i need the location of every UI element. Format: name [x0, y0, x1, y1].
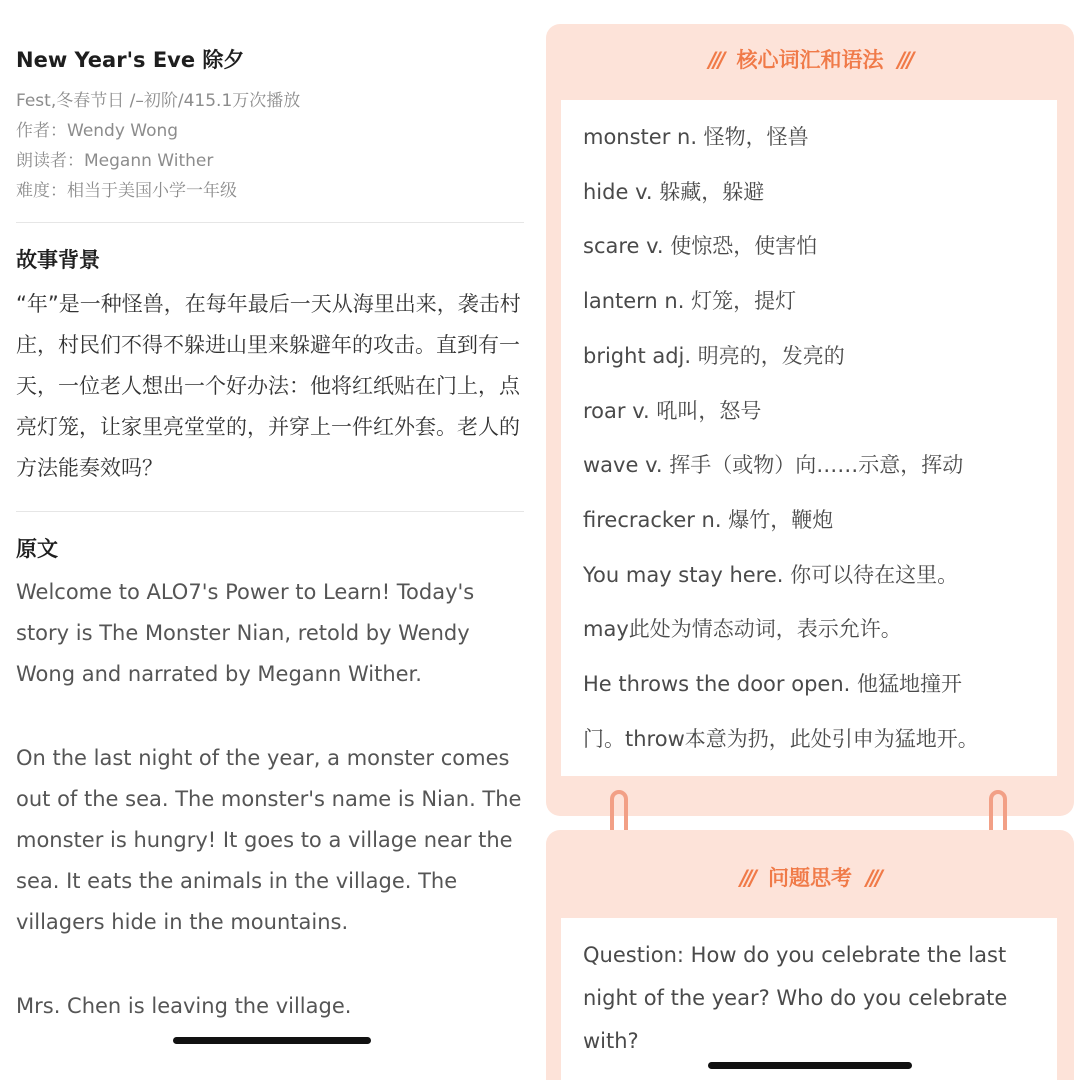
- vocab-item: firecracker n. 爆竹，鞭炮: [583, 507, 834, 532]
- background-heading: 故事背景: [16, 248, 100, 272]
- vocab-item: wave v. 挥手（或物）向……示意，挥动: [583, 453, 964, 478]
- divider: [16, 511, 524, 512]
- home-indicator[interactable]: [708, 1062, 912, 1069]
- question-card: [546, 830, 1074, 1080]
- vocab-item: scare v. 使惊恐，使害怕: [583, 234, 818, 259]
- slash-decoration-icon: ///: [708, 48, 723, 72]
- original-paragraph: On the last night of the year, a monster comes out of the sea. The monster's name is Nian. The monster is hungry! It goes to a village near the sea. It eats the animals in the village. The villagers hide in the mountains.: [16, 746, 522, 934]
- vocab-list-box: [561, 100, 1057, 776]
- slash-decoration-icon: ///: [866, 866, 881, 890]
- vocab-item: hide v. 躲藏，躲避: [583, 179, 765, 204]
- story-author: 作者：Wendy Wong: [16, 121, 179, 141]
- vocab-item: He throws the door open. 他猛地撞开: [583, 672, 962, 697]
- vocab-card: [546, 24, 1074, 816]
- story-category-meta: Fest,冬春节日 /–初阶/415.1万次播放: [16, 91, 301, 111]
- divider: [16, 222, 524, 223]
- original-paragraph: Welcome to ALO7's Power to Learn! Today's story is The Monster Nian, retold by Wendy Wong and narrated by Megann Wither.: [16, 580, 475, 686]
- slash-decoration-icon: ///: [739, 866, 754, 890]
- vocab-item: roar v. 吼叫，怒号: [583, 398, 762, 423]
- question-card-title: 问题思考: [768, 866, 852, 890]
- home-indicator[interactable]: [173, 1037, 371, 1044]
- question-text: Question: How do you celebrate the last night of the year? Who do you celebrate with?: [583, 943, 1008, 1053]
- vocab-list: [561, 100, 1057, 766]
- question-box: [561, 918, 1057, 1080]
- study-notes-panel: [540, 0, 1080, 1080]
- original-paragraph: Mrs. Chen is leaving the village.: [16, 994, 352, 1018]
- question-card-header: [546, 862, 1074, 892]
- vocab-item: You may stay here. 你可以待在这里。: [583, 562, 959, 587]
- vocab-card-header: [546, 44, 1074, 74]
- vocab-item: 门。throw本意为扔，此处引申为猛地开。: [583, 726, 979, 751]
- original-heading: 原文: [16, 537, 58, 561]
- story-narrator: 朗读者：Megann Wither: [16, 151, 214, 171]
- slash-decoration-icon: ///: [897, 48, 912, 72]
- vocab-card-title: 核心词汇和语法: [736, 48, 884, 72]
- background-text: “年”是一种怪兽，在每年最后一天从海里出来，袭击村庄，村民们不得不躲进山里来躲避年的攻击。直到有一天，一位老人想出一个好办法：他将红纸贴在门上，点亮灯笼，让家里亮堂堂的，并穿上一件红外套。老人的方法能奏效吗？: [16, 292, 521, 480]
- vocab-item: lantern n. 灯笼，提灯: [583, 289, 797, 314]
- story-title: New Year's Eve 除夕: [16, 48, 245, 72]
- vocab-item: bright adj. 明亮的，发亮的: [583, 343, 845, 368]
- vocab-item: may此处为情态动词，表示允许。: [583, 617, 902, 642]
- story-difficulty: 难度：相当于美国小学一年级: [16, 181, 237, 201]
- vocab-item: monster n. 怪物，怪兽: [583, 125, 809, 149]
